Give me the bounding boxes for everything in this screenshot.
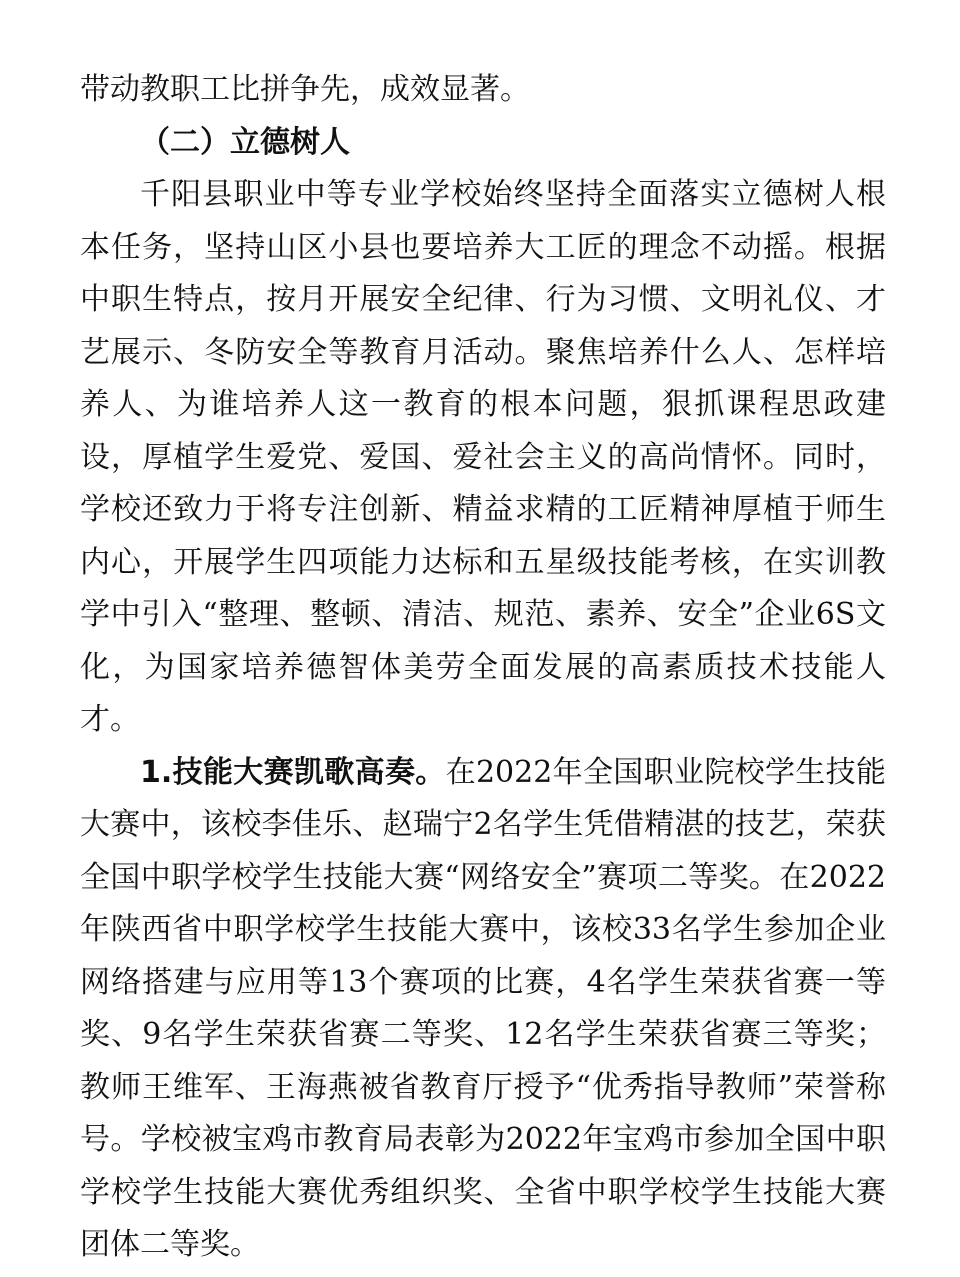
item-paragraph bbox=[80, 747, 886, 1272]
carryover-paragraph: 带动教职工比拼争先，成效显著。 bbox=[80, 72, 530, 107]
item-title: 1.技能大赛凯歌高奏。 bbox=[140, 754, 446, 790]
section-heading: （二）立德树人 bbox=[140, 124, 350, 160]
body-paragraph: 千阳县职业中等专业学校始终坚持全面落实立德树人根本任务，坚持山区小县也要培养大工匠的理念不动摇。根据中职生特点，按月开展安全纪律、行为习惯、文明礼仪、才艺展示、冬防安全等教育月活动。聚焦培养什么人、怎样培养人、为谁培养人这一教育的根本问题，狠抓课程思政建设，厚植学生爱党、爱国、爱社会主义的高尚情怀。同时，学校还致力于将专注创新、精益求精的工匠精神厚植于师生内心，开展学生四项能力达标和五星级技能考核，在实训教学中引入“整理、整顿、清洁、规范、素养、安全”企业6S文化，为国家培养德智体美劳全面发展的高素质技术技能人才。 bbox=[80, 177, 886, 737]
item-body: 在2022年全国职业院校学生技能大赛中，该校李佳乐、赵瑞宁2名学生凭借精湛的技艺，荣获全国中职学校学生技能大赛“网络安全”赛项二等奖。在2022年陕西省中职学校学生技能大赛中，该校33名学生参加企业网络搭建与应用等13个赛项的比赛，4名学生荣获省赛一等奖、9名学生荣获省赛二等奖、12名学生荣获省赛三等奖；教师王维军、王海燕被省教育厅授予“优秀指导教师”荣誉称号。学校被宝鸡市教育局表彰为2022年宝鸡市参加全国中职学校学生技能大赛优秀组织奖、全省中职学校学生技能大赛团体二等奖。 bbox=[80, 754, 886, 1262]
